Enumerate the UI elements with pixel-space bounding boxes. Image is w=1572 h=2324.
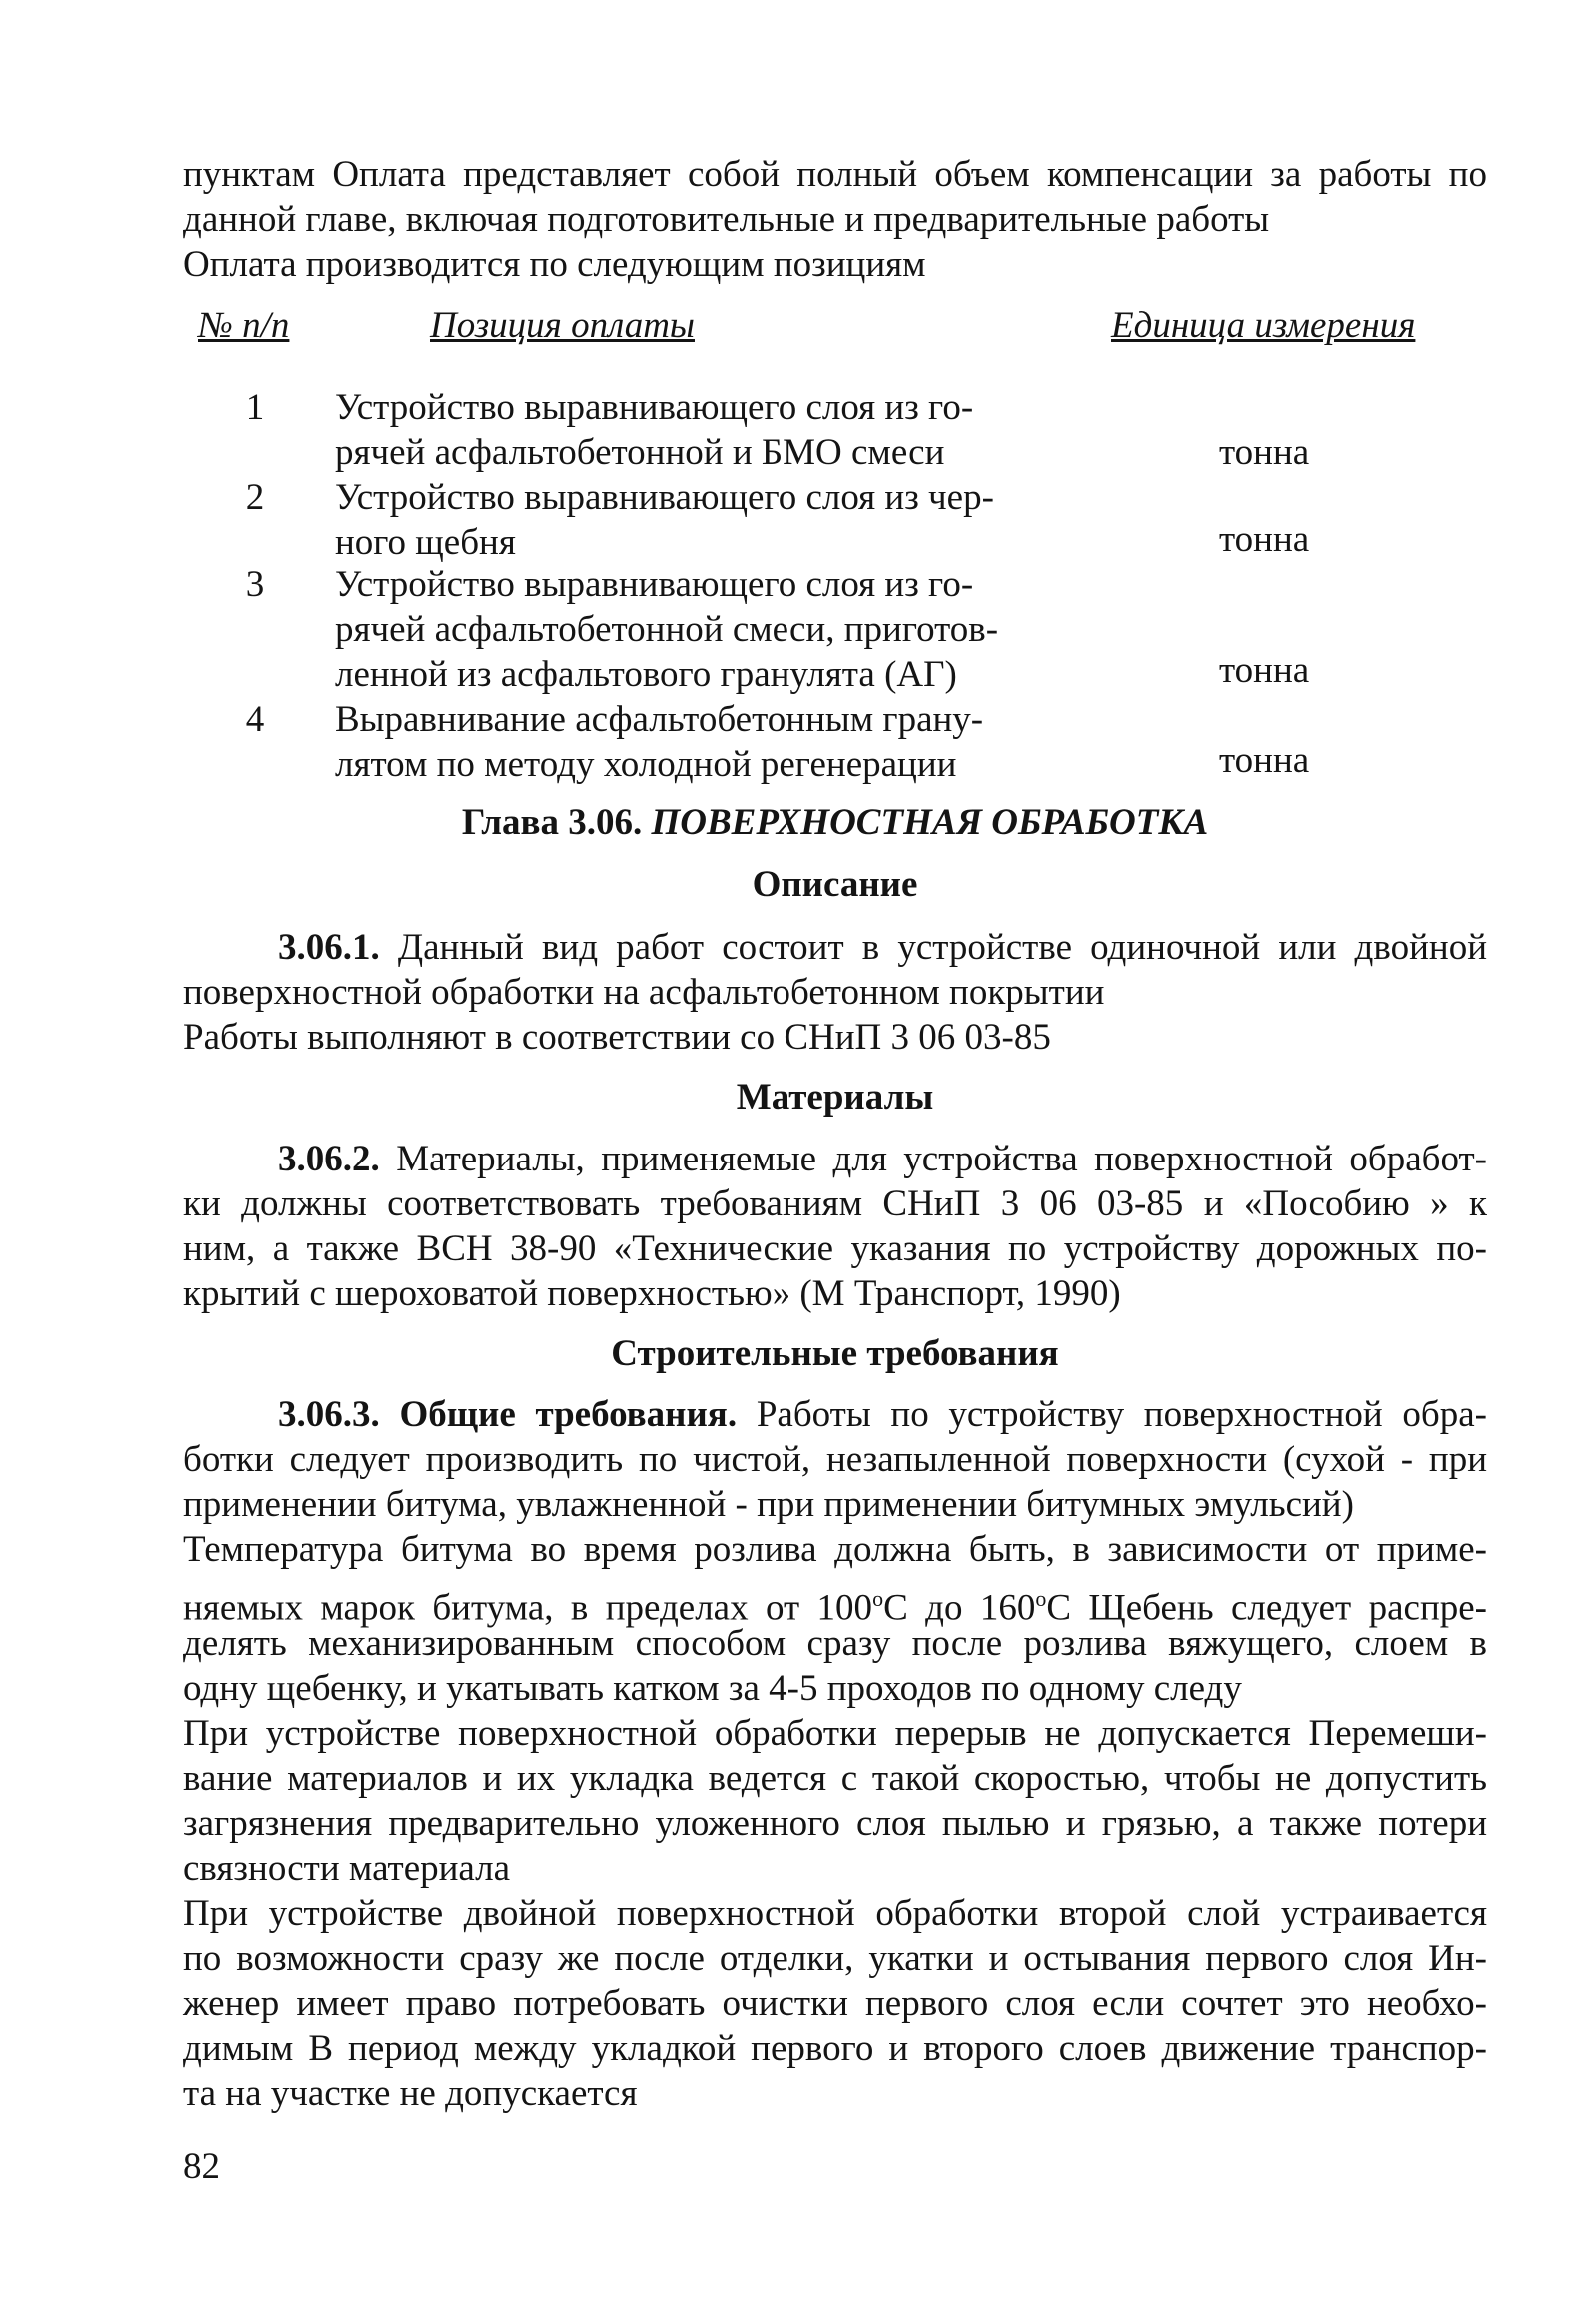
row-text-line: рячей асфальтобетонной и БМО смеси bbox=[335, 432, 945, 473]
row-number: 1 bbox=[245, 387, 265, 428]
chapter-prefix: Глава 3.06. bbox=[461, 802, 652, 843]
row-number: 4 bbox=[245, 699, 265, 740]
row-text-line: Выравнивание асфальтобетонным грану- bbox=[335, 699, 984, 740]
paragraph-3-06-1-line-2: поверхностной обработки на асфальтобетонном покрытии bbox=[183, 972, 1105, 1013]
text-segment: С до 160 bbox=[883, 1587, 1036, 1629]
paragraph-title: Общие требования. bbox=[399, 1394, 738, 1435]
paragraph-temperature-line-1: Температура битума во время розлива должна быть, в зависимости от приме- bbox=[183, 1529, 1487, 1570]
chapter-heading bbox=[183, 800, 1487, 845]
paragraph-double-line-5: та на участке не допускается bbox=[183, 2073, 638, 2114]
paragraph-number: 3.06.3. bbox=[278, 1394, 380, 1435]
paragraph-text: Данный вид работ состоит в устройстве одиночной или двойной bbox=[397, 927, 1488, 968]
intro-line-2: данной главе, включая подготовительные и предварительные работы bbox=[183, 199, 1270, 240]
row-unit: тонна bbox=[1219, 432, 1310, 473]
table-header-unit: Единица измерения bbox=[1111, 305, 1416, 346]
paragraph-break-line-2: вание материалов и их укладка ведется с такой скоростью, чтобы не допустить bbox=[183, 1758, 1487, 1799]
paragraph-3-06-2-line-4: крытий с шероховатой поверхностью» (М Транспорт, 1990) bbox=[183, 1273, 1121, 1314]
paragraph-temperature-line-4: одну щебенку, и укатывать катком за 4-5 проходов по одному следу bbox=[183, 1668, 1242, 1709]
paragraph-double-line-2: по возможности сразу же после отделки, укатки и остывания первого слоя Ин- bbox=[183, 1938, 1487, 1979]
row-text-line: рячей асфальтобетонной смеси, приготов- bbox=[335, 609, 999, 650]
paragraph-temperature-line-3: делять механизированным способом сразу после розлива вяжущего, слоем в bbox=[183, 1623, 1487, 1664]
section-heading-construction: Строительные требования bbox=[611, 1333, 1059, 1374]
paragraph-double-line-1: При устройстве двойной поверхностной обработки второй слой устраивается bbox=[183, 1893, 1487, 1934]
section-heading-materials: Материалы bbox=[736, 1077, 934, 1118]
row-unit: тонна bbox=[1219, 650, 1310, 691]
section-heading-description: Описание bbox=[752, 864, 918, 905]
paragraph-3-06-3-line-3: применении битума, увлажненной - при применении битумных эмульсий) bbox=[183, 1484, 1354, 1525]
text-segment: няемых марок битума, в пределах от 100 bbox=[183, 1587, 873, 1629]
page-number: 82 bbox=[183, 2146, 220, 2187]
paragraph-break-line-3: загрязнения предварительно уложенного слоя пылью и грязью, а также потери bbox=[183, 1803, 1487, 1844]
paragraph-text: Материалы, применяемые для устройства поверхностной обработ- bbox=[396, 1139, 1487, 1179]
intro-line-1: пунктам Оплата представляет собой полный объем компенсации за работы по bbox=[183, 154, 1487, 195]
paragraph-3-06-3-line-2: ботки следует производить по чистой, незапыленной поверхности (сухой - при bbox=[183, 1439, 1487, 1480]
paragraph-number: 3.06.2. bbox=[278, 1139, 380, 1179]
row-text-line: лятом по методу холодной регенерации bbox=[335, 744, 957, 785]
paragraph-3-06-3-line-1 bbox=[278, 1392, 1487, 1437]
paragraph-snip-reference: Работы выполняют в соответствии со СНиП 3 06 03-85 bbox=[183, 1017, 1051, 1058]
row-unit: тонна bbox=[1219, 519, 1310, 560]
chapter-title: ПОВЕРХНОСТНАЯ ОБРАБОТКА bbox=[651, 802, 1209, 843]
paragraph-3-06-2-line-2: ки должны соответствовать требованиям СНиП 3 06 03-85 и «Пособию » к bbox=[183, 1183, 1487, 1224]
text-segment: С Щебень следует распре- bbox=[1046, 1587, 1487, 1629]
paragraph-3-06-2-line-3: ним, а также ВСН 38-90 «Технические указания по устройству дорожных по- bbox=[183, 1228, 1487, 1269]
paragraph-break-line-4: связности материала bbox=[183, 1848, 511, 1889]
row-text-line: ного щебня bbox=[335, 522, 516, 563]
degree-sign: o bbox=[1035, 1586, 1047, 1611]
row-number: 3 bbox=[245, 564, 265, 605]
paragraph-text: Работы по устройству поверхностной обра- bbox=[756, 1394, 1487, 1435]
intro-line-3: Оплата производится по следующим позициям bbox=[183, 244, 926, 285]
table-header-num: № п/п bbox=[198, 305, 290, 346]
paragraph-double-line-4: димым В период между укладкой первого и второго слоев движение транспор- bbox=[183, 2028, 1487, 2069]
row-number: 2 bbox=[245, 477, 265, 518]
row-text-line: Устройство выравнивающего слоя из чер- bbox=[335, 477, 994, 518]
row-unit: тонна bbox=[1219, 740, 1310, 781]
row-text-line: Устройство выравнивающего слоя из го- bbox=[335, 387, 974, 428]
paragraph-3-06-2-line-1 bbox=[278, 1137, 1487, 1181]
paragraph-double-line-3: женер имеет право потребовать очистки первого слоя если сочтет это необхо- bbox=[183, 1983, 1487, 2024]
row-text-line: Устройство выравнивающего слоя из го- bbox=[335, 564, 974, 605]
paragraph-break-line-1: При устройстве поверхностной обработки перерыв не допускается Перемеши- bbox=[183, 1713, 1487, 1754]
paragraph-3-06-1-line-1 bbox=[278, 925, 1487, 970]
degree-sign: o bbox=[872, 1586, 884, 1611]
paragraph-number: 3.06.1. bbox=[278, 927, 380, 968]
row-text-line: ленной из асфальтового гранулята (АГ) bbox=[335, 654, 957, 695]
table-header-position: Позиция оплаты bbox=[430, 305, 695, 346]
